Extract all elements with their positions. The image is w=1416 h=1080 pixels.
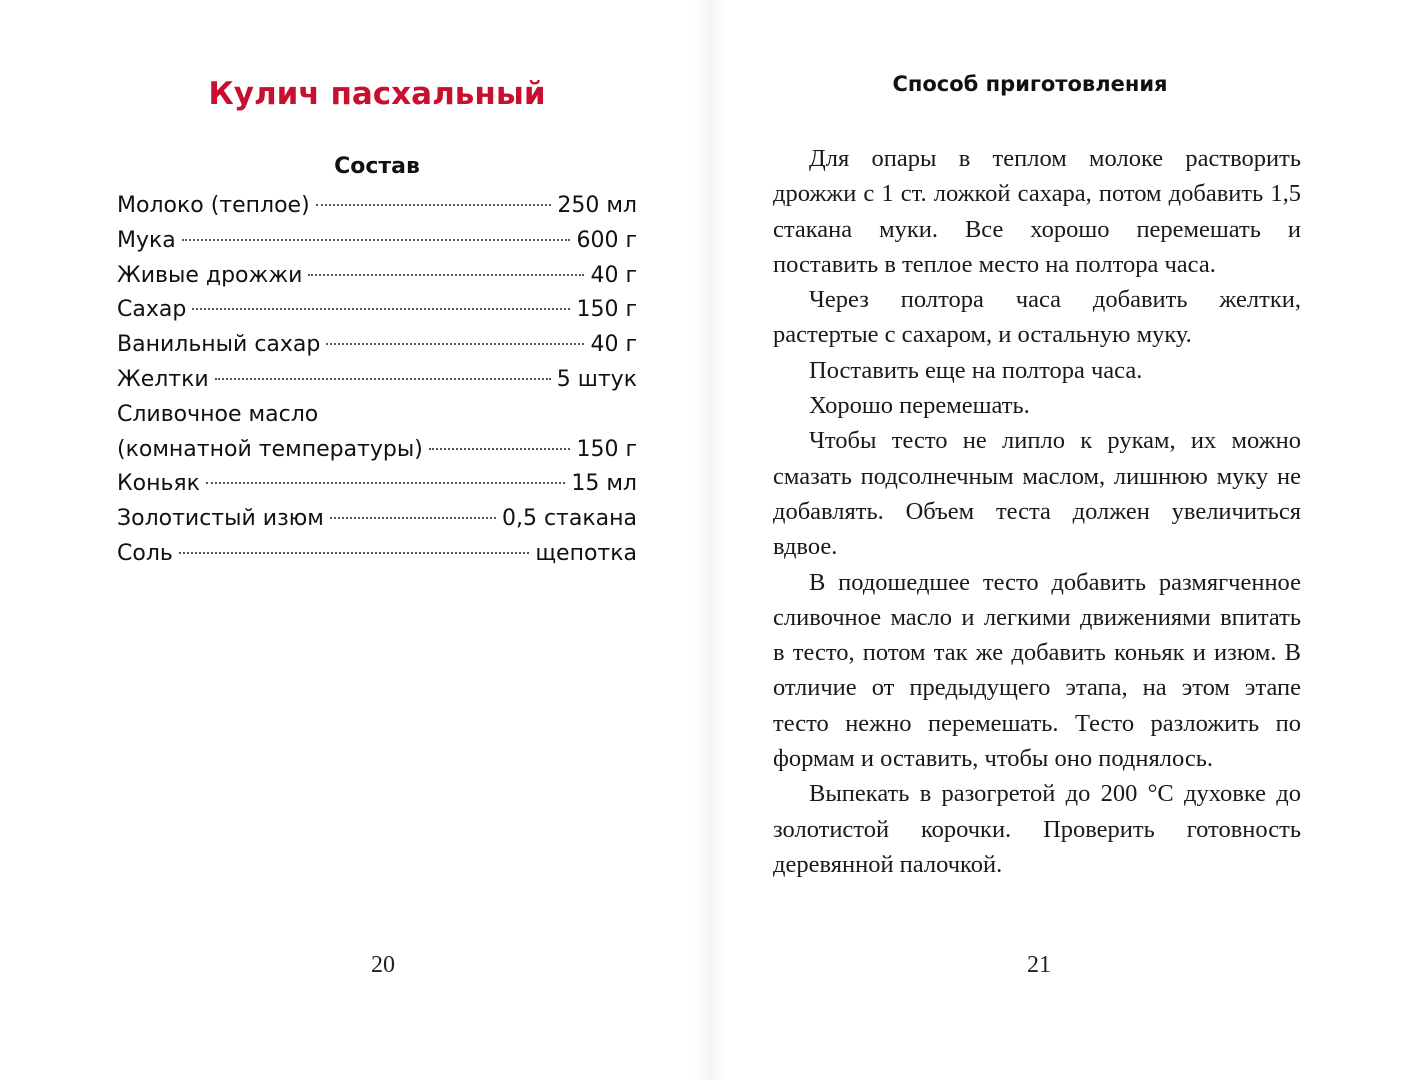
method-paragraph: Чтобы тесто не липло к рукам, их можно смазать подсолнечным маслом, лишнюю муку не добавлять. Объем теста должен увеличиться вдвое. <box>773 427 1301 561</box>
dot-leader <box>179 552 529 554</box>
page-number-right: 21 <box>1027 952 1051 978</box>
method-text <box>773 141 1301 882</box>
ingredient-row <box>117 189 637 224</box>
ingredient-row <box>117 433 637 468</box>
ingredient-name: Сахар <box>117 297 187 323</box>
ingredients-list <box>117 189 637 572</box>
dot-leader <box>206 482 565 484</box>
ingredient-name: Живые дрожжи <box>117 262 303 288</box>
dot-leader <box>316 204 552 206</box>
ingredient-name: (комнатной температуры) <box>117 436 423 462</box>
dot-leader <box>429 448 571 450</box>
method-paragraph: В подошедшее тесто добавить размягченное сливочное масло и легкими движениями впитать в тесто, потом так же добавить коньяк и изюм. В отличие от предыдущего этапа, на этом этапе тесто нежно перемешать. Тесто разложить по формам и оставить, чтобы оно поднялось. <box>773 568 1301 773</box>
ingredient-row <box>117 328 637 363</box>
ingredient-row <box>117 537 637 572</box>
ingredient-quantity: 250 мл <box>557 193 637 218</box>
ingredient-quantity: 600 г <box>576 227 637 253</box>
ingredient-quantity: щепотка <box>535 540 637 566</box>
dot-leader <box>308 274 584 276</box>
ingredient-row <box>117 467 637 502</box>
ingredient-name: Сливочное масло <box>117 401 319 427</box>
ingredient-quantity: 150 г <box>576 436 637 462</box>
ingredient-quantity: 40 г <box>590 262 637 288</box>
ingredient-name: Соль <box>117 540 173 566</box>
method-paragraph: Хорошо перемешать. <box>809 392 1030 420</box>
ingredient-row <box>117 224 637 259</box>
recipe-title: Кулич пасхальный <box>208 76 546 112</box>
method-heading: Способ приготовления <box>892 72 1168 96</box>
ingredient-name: Золотистый изюм <box>117 506 324 532</box>
ingredient-row <box>117 293 637 328</box>
page-right <box>708 0 1416 1080</box>
dot-leader <box>330 517 496 519</box>
method-paragraph: Для опары в теплом молоке растворить дрожжи с 1 ст. ложкой сахара, потом добавить 1,5 стакана муки. Все хорошо перемешать и поставить в теплое место на полтора часа. <box>773 145 1301 278</box>
dot-leader <box>192 308 570 310</box>
ingredient-name: Коньяк <box>117 471 200 497</box>
page-number-left: 20 <box>371 952 395 978</box>
dot-leader <box>182 239 571 241</box>
ingredient-quantity: 5 штук <box>556 366 637 392</box>
ingredient-row <box>117 502 637 537</box>
ingredient-row <box>117 398 637 433</box>
method-paragraph: Через полтора часа добавить желтки, растертые с сахаром, и остальную муку. <box>773 286 1301 349</box>
ingredient-name: Мука <box>117 227 176 253</box>
method-paragraph: Выпекать в разогретой до 200 °С духовке до золотистой корочки. Проверить готовность деревянной палочкой. <box>773 780 1301 878</box>
dot-leader <box>326 343 584 345</box>
ingredient-name: Желтки <box>117 366 209 392</box>
ingredient-row <box>117 259 637 294</box>
ingredient-quantity: 15 мл <box>571 471 637 497</box>
ingredient-quantity: 0,5 стакана <box>501 506 637 532</box>
ingredient-quantity: 40 г <box>590 332 637 358</box>
ingredient-row <box>117 363 637 398</box>
ingredient-name: Ванильный сахар <box>117 332 321 358</box>
method-paragraph: Поставить еще на полтора часа. <box>809 356 1143 384</box>
ingredient-name: Молоко (теплое) <box>117 193 310 218</box>
dot-leader <box>215 378 551 380</box>
ingredients-heading: Состав <box>334 154 420 179</box>
ingredient-quantity: 150 г <box>576 297 637 323</box>
